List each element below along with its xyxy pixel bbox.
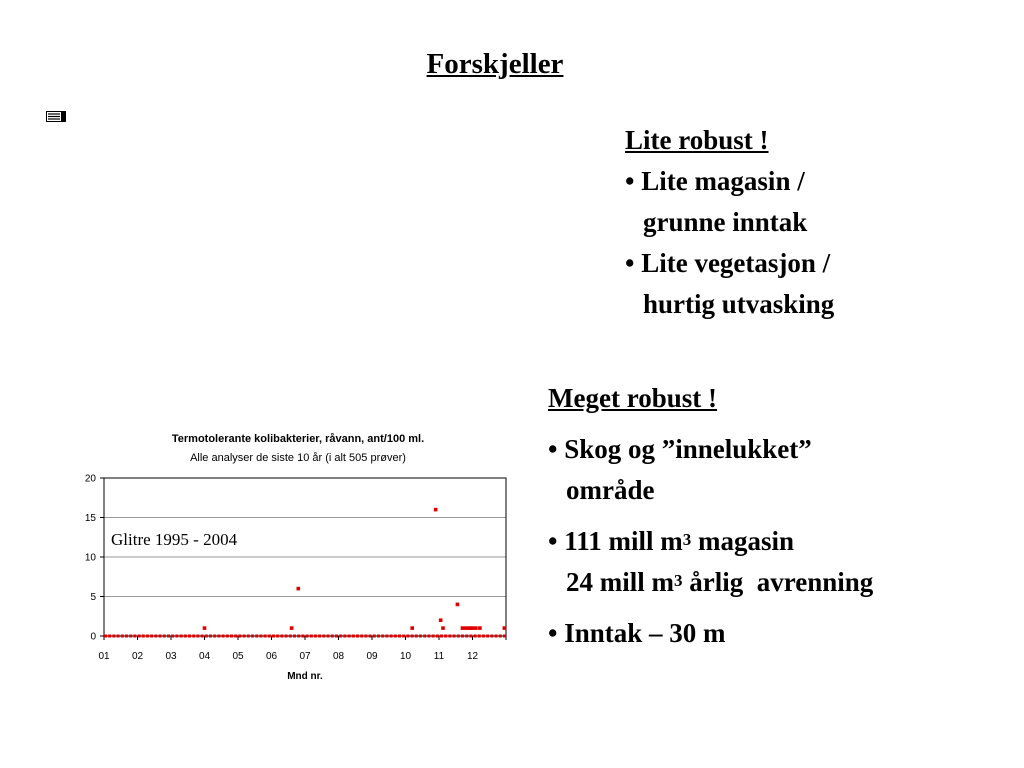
y-tick-label: 15 [84, 513, 96, 524]
data-point [474, 626, 478, 630]
bullet-skog-cont: område [566, 475, 655, 505]
meget-robust-heading: Meget robust ! [548, 383, 717, 413]
bullet: • [625, 248, 635, 278]
bullet: • [548, 526, 558, 556]
data-point [410, 626, 414, 630]
x-tick-label: 12 [466, 651, 479, 662]
x-tick-label: 03 [165, 651, 177, 662]
data-point [478, 626, 482, 630]
y-tick-label: 20 [84, 473, 96, 485]
x-tick-label: 06 [265, 651, 278, 662]
data-point [439, 618, 443, 622]
chart-title: Termotolerante kolibakterier, råvann, ant/100 ml. [171, 433, 425, 445]
data-point [441, 626, 445, 630]
x-tick-label: 05 [232, 651, 244, 662]
data-point [434, 508, 438, 512]
data-point [297, 587, 301, 591]
y-tick-label: 5 [90, 592, 96, 603]
data-point [456, 603, 460, 607]
x-tick-label: 04 [198, 651, 211, 662]
bullet: • [548, 618, 558, 648]
x-axis-label: Mnd nr. [287, 671, 323, 682]
data-point [290, 626, 294, 630]
data-point [471, 626, 475, 630]
coliform-chart [70, 428, 530, 690]
bullet: • [625, 166, 635, 196]
x-tick-label: 10 [399, 651, 412, 662]
slide-title: Forskjeller [426, 48, 564, 80]
data-point [461, 626, 465, 630]
lite-robust-section [625, 120, 834, 325]
x-tick-label: 02 [131, 651, 144, 662]
bullet-inntak: • Inntak – 30 m [548, 618, 726, 648]
bullet-skog: • Skog og ”innelukket” [548, 434, 812, 464]
data-point [203, 626, 207, 630]
x-tick-label: 01 [98, 651, 110, 662]
bullet-lite-vegetasjon: • Lite vegetasjon / [625, 248, 831, 278]
chart-subtitle: Alle analyser de siste 10 år (i alt 505 prøver) [190, 452, 406, 464]
meget-robust-section [548, 378, 873, 654]
x-tick-label: 07 [299, 651, 311, 662]
x-tick-label: 08 [332, 651, 345, 662]
slide-notes-icon[interactable] [46, 111, 66, 122]
x-tick-label: 09 [366, 651, 378, 662]
x-tick-label: 11 [433, 651, 445, 662]
y-tick-label: 10 [84, 552, 96, 564]
bullet-lite-magasin-cont: grunne inntak [643, 207, 808, 237]
y-tick-label: 0 [90, 631, 96, 643]
bullet-lite-vegetasjon-cont: hurtig utvasking [643, 289, 835, 319]
data-point [503, 626, 507, 630]
chart-annotation: Glitre 1995 - 2004 [111, 530, 238, 549]
lite-robust-heading: Lite robust ! [625, 125, 769, 155]
bullet-magasin-cont: 24 mill $m^3$ årlig avrenning [566, 567, 874, 597]
bullet-magasin: • 111 mill $m^3$ magasin [548, 526, 794, 556]
bullet-lite-magasin: • Lite magasin / [625, 166, 805, 196]
bullet: • [548, 434, 558, 464]
chart-container [70, 428, 530, 690]
